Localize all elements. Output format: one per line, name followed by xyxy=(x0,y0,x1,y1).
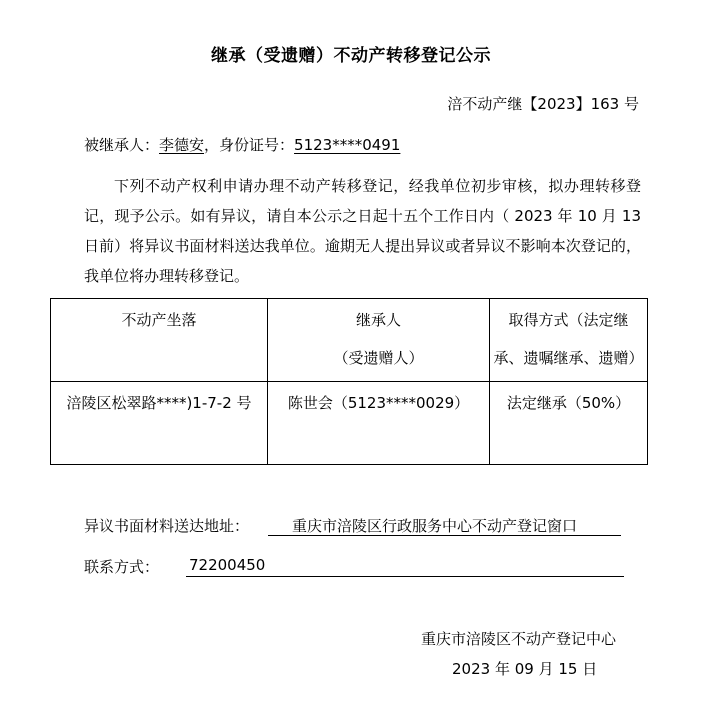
contact-label: 联系方式： xyxy=(84,558,160,576)
header-method-line1: 取得方式（法定继 xyxy=(508,311,629,329)
table-row xyxy=(51,382,648,465)
objection-address-underline xyxy=(268,535,621,536)
decedent-label: 被继承人： xyxy=(84,136,160,154)
property-table xyxy=(50,298,648,465)
cell-method: 法定继承（50%） xyxy=(490,382,648,465)
objection-address-label: 异议书面材料送达地址： xyxy=(84,517,250,535)
notice-paragraph: 下列不动产权利申请办理不动产转移登记，经我单位初步审核，拟办理转移登记，现予公示。如有异议，请自本公示之日起十五个工作日内（ 2023 年 10 月 13 日前）将异议书面材料送达我单位。逾期无人提出异议或者异议不影响本次登记的，我单位将办理转移登记。 xyxy=(84,177,641,285)
decedent-id-number: 5123****0491 xyxy=(294,136,401,154)
header-location: 不动产坐落 xyxy=(51,299,268,382)
header-heir xyxy=(268,299,490,382)
document-title: 继承（受遗赠）不动产转移登记公示 xyxy=(211,46,491,66)
decedent-name: 李德安 xyxy=(159,136,205,154)
contact-value: 72200450 xyxy=(189,556,266,574)
decedent-line xyxy=(84,134,400,155)
document-number: 涪不动产继【2023】163 号 xyxy=(447,95,639,113)
header-heir-line2: （受遗赠人） xyxy=(333,349,424,367)
header-heir-line1: 继承人 xyxy=(355,311,401,329)
table-header-row xyxy=(51,299,648,382)
issuing-organization: 重庆市涪陵区不动产登记中心 xyxy=(421,630,617,648)
cell-heir: 陈世会（5123****0029） xyxy=(268,382,490,465)
objection-address-value: 重庆市涪陵区行政服务中心不动产登记窗口 xyxy=(292,517,578,535)
id-label: ，身份证号： xyxy=(204,136,295,154)
header-method xyxy=(490,299,648,382)
cell-location: 涪陵区松翠路****)1-7-2 号 xyxy=(51,382,268,465)
header-method-line2: 承、遗嘱继承、遗赠） xyxy=(493,349,644,367)
contact-underline xyxy=(186,576,624,577)
issue-date: 2023 年 09 月 15 日 xyxy=(452,660,598,678)
